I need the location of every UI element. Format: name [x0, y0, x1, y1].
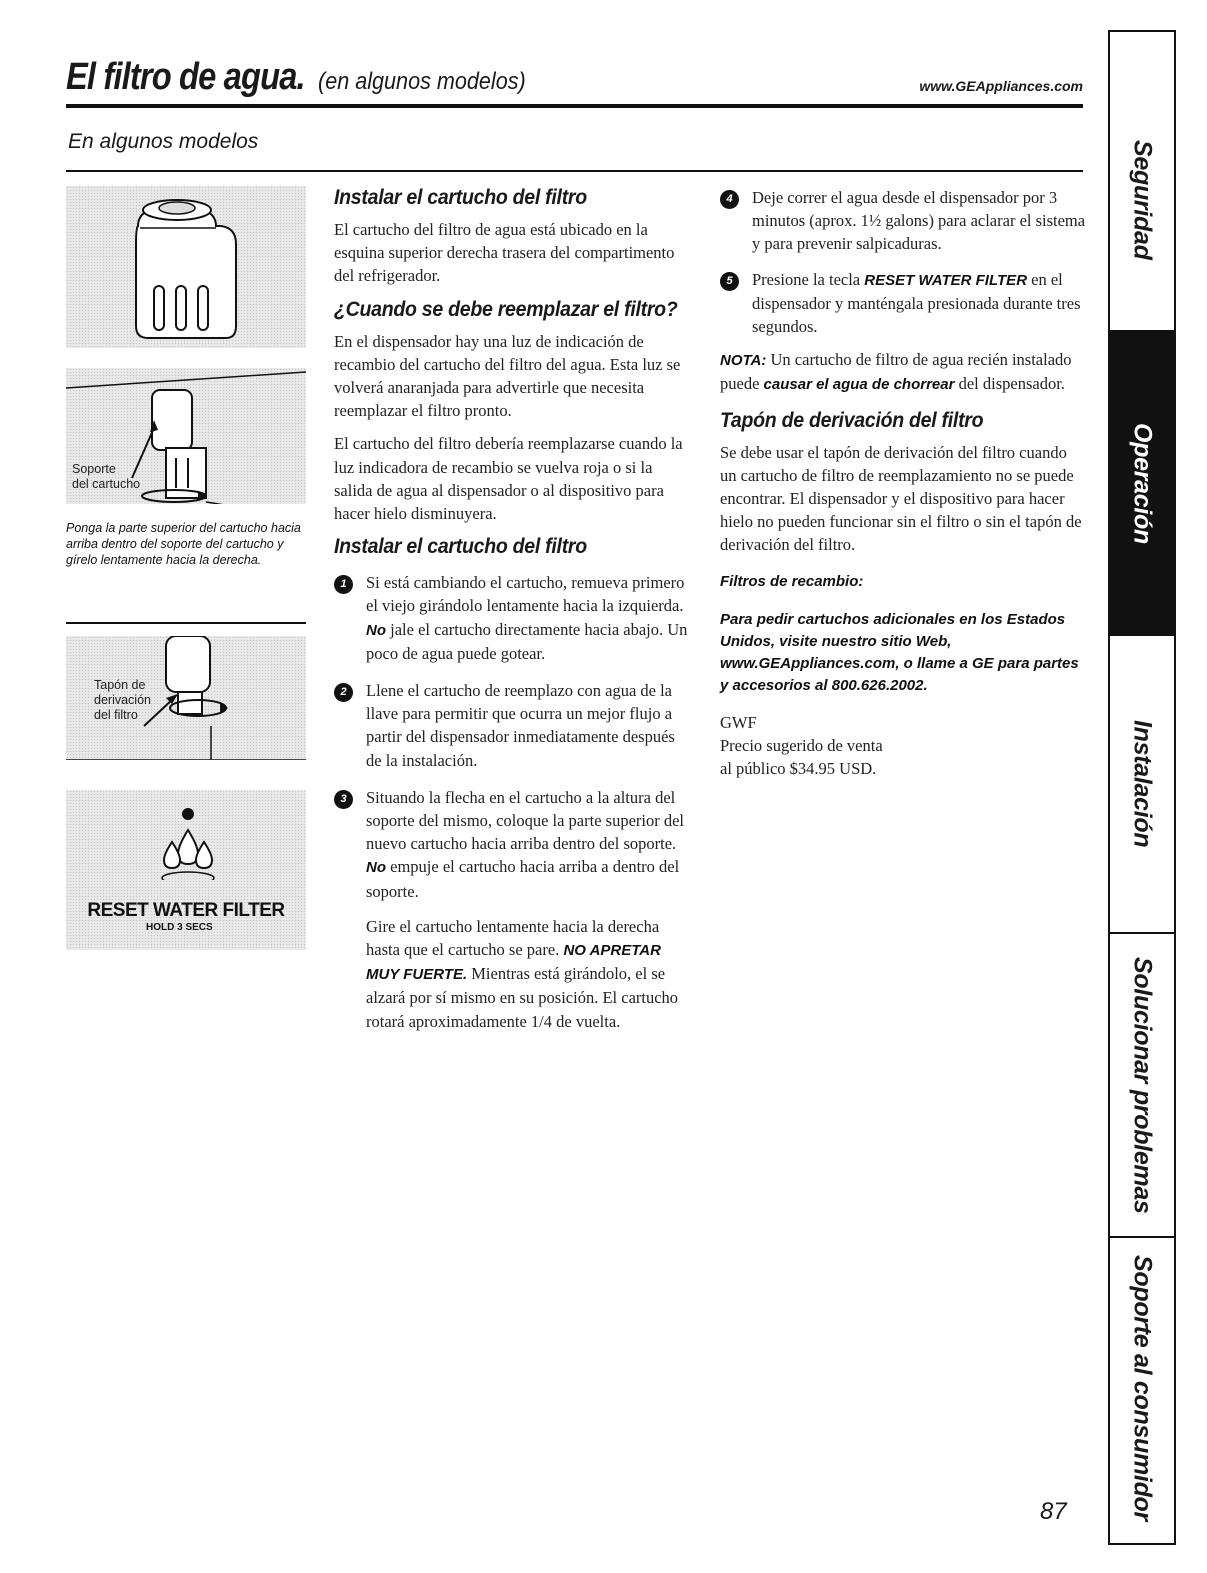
page-number: 87 — [1040, 1498, 1067, 1525]
tab-seguridad-label: Seguridad — [1128, 140, 1157, 260]
step-3-number: 3 — [334, 790, 353, 809]
water-drops-icon — [66, 790, 306, 880]
tab-solucionar[interactable] — [1110, 934, 1174, 1236]
step-3-bold: No — [366, 859, 386, 877]
paragraph-when-replace-2: El cartucho del filtro debería reemplazarse cuando la luz indicadora de recambio se vuelva roja o si la salida de agua al dispensador o al dispositivo para hacer hielo disminuyera. — [334, 434, 683, 524]
step-3-text-c2: Mientras está girándolo, el se alzará por sí mismo en su posición. El cartucho rotará aproximadamente 1/4 de vuelta. — [366, 964, 679, 1031]
step-3 — [334, 786, 688, 903]
hold-3-secs-label: HOLD 3 SECS — [146, 922, 213, 933]
website-url: www.GEAppliances.com — [919, 78, 1083, 94]
step-1-bold: No — [366, 621, 386, 639]
step-1-text-b: jale el cartucho directamente hacia abajo. Un poco de agua puede gotear. — [366, 619, 688, 663]
step-3-continued — [334, 915, 688, 1033]
step-3-text-c1: Gire el cartucho lentamente hacia la derecha hasta que el cartucho se pare. — [366, 916, 660, 960]
replacement-filters-label: Filtros de recambio: — [720, 572, 864, 590]
page-title — [66, 56, 548, 99]
tab-solucionar-label: Solucionar problemas — [1128, 956, 1157, 1214]
title-main: El filtro de agua. — [66, 56, 305, 98]
step-1-number: 1 — [334, 575, 353, 594]
section-tabs — [1108, 30, 1176, 1545]
header-rule — [66, 104, 1083, 108]
step-1-text-a: Si está cambiando el cartucho, remueva primero el viejo girándolo lentamente hacia la izquierda. — [366, 573, 685, 616]
tab-instalacion[interactable] — [1110, 636, 1174, 932]
heading-when-replace: ¿Cuando se debe reemplazar el filtro? — [334, 297, 678, 321]
paragraph-install-filter: El cartucho del filtro de agua está ubicado en la esquina superior derecha trasera del compartimento del refrigerador. — [334, 220, 675, 286]
title-subtitle: (en algunos modelos) — [317, 68, 526, 95]
price-line-1: Precio sugerido de venta — [720, 735, 883, 755]
note-bold: causar el agua de chorrear — [763, 376, 955, 394]
step-2-number: 2 — [334, 683, 353, 702]
support-label — [72, 462, 140, 492]
tab-soporte[interactable] — [1110, 1238, 1174, 1538]
note-text-b: del dispensador. — [958, 374, 1065, 394]
step-5-number: 5 — [720, 272, 739, 291]
step-3-text-b: empuje el cartucho hacia arriba a dentro del soporte. — [366, 857, 680, 901]
bypass-plug-illustration — [66, 636, 306, 760]
install-caption: Ponga la parte superior del cartucho hacia arriba dentro del soporte del cartucho y gírelo lentamente hacia la derecha. — [66, 521, 301, 567]
bypass-label-line-1: Tapón de — [94, 678, 146, 692]
tab-seguridad[interactable] — [1110, 72, 1174, 328]
heading-bypass-plug: Tapón de derivación del filtro — [720, 408, 984, 432]
step-1 — [334, 571, 688, 665]
tab-soporte-label: Soporte al consumidor — [1128, 1255, 1157, 1521]
paragraph-bypass-plug: Se debe usar el tapón de derivación del filtro cuando un cartucho de filtro de reemplazamiento no se puede encontrar. El dispensador y el dispositivo para hacer hielo no pueden funcionar sin el filtro o sin el tapón de derivación del filtro. — [720, 442, 1082, 555]
note — [720, 348, 1086, 396]
note-label: NOTA: — [720, 352, 767, 370]
step-2-text: Llene el cartucho de reemplazo con agua de la llave para permitir que ocurra un mejor flujo a partir del dispensador inmediatamente después de la instalación. — [366, 681, 675, 770]
support-label-line-2: del cartucho — [72, 477, 141, 491]
bypass-label-line-3: del filtro — [94, 708, 138, 722]
model-number: GWF — [720, 712, 757, 732]
step-4-text: Deje correr el agua desde el dispensador por 3 minutos (aprox. 1½ galons) para aclarar el sistema y para prevenir salpicaduras. — [752, 188, 1086, 254]
paragraph-when-replace-1: En el dispensador hay una luz de indicación de recambio del cartucho del filtro del agua. Esta luz se volverá anaranjada para advertirle que necesita reemplazar el filtro pronto. — [334, 331, 681, 421]
tab-operacion-label: Operación — [1128, 422, 1157, 544]
subtitle-rule — [66, 170, 1083, 172]
step-3-text-a: Situando la flecha en el cartucho a la altura del soporte del mismo, coloque la parte superior del nuevo cartucho hacia arriba dentro del soporte. — [366, 787, 684, 854]
step-5 — [720, 268, 1086, 339]
step-4-number: 4 — [720, 190, 739, 209]
reset-panel-illustration — [66, 790, 306, 950]
column-2 — [720, 186, 1086, 780]
filter-cartridge-illustration — [66, 186, 306, 348]
section-subtitle: En algunos modelos — [68, 130, 259, 153]
step-4 — [720, 186, 1086, 256]
cartridge-support-illustration — [66, 368, 306, 504]
order-info: Para pedir cartuchos adicionales en los Estados Unidos, visite nuestro sitio Web, www.GEAppliances.com, o llame a GE para partes y accesorios al 800.626.2002. — [720, 610, 1079, 694]
heading-install-filter-2: Instalar el cartucho del filtro — [334, 535, 587, 559]
step-5-bold: RESET WATER FILTER — [864, 271, 1028, 289]
column-1 — [334, 186, 688, 1043]
step-5-text-a: Presione la tecla — [752, 269, 861, 289]
heading-install-filter: Instalar el cartucho del filtro — [334, 186, 587, 209]
step-5-text-b: en el dispensador y manténgala presionada durante tres segundos. — [752, 269, 1081, 337]
step-2 — [334, 679, 688, 772]
filter-cartridge-icon — [66, 186, 306, 348]
tab-instalacion-label: Instalación — [1128, 720, 1157, 848]
note-text-a: Un cartucho de filtro de agua recién instalado puede — [720, 350, 1072, 394]
bypass-top-rule — [66, 622, 306, 624]
reset-water-filter-label: RESET WATER FILTER — [87, 900, 285, 921]
bypass-label — [94, 678, 151, 723]
tab-operacion[interactable] — [1110, 330, 1174, 636]
step-3-warning: NO APRETAR MUY FUERTE. — [366, 942, 661, 984]
bypass-label-line-2: derivación — [94, 693, 151, 707]
support-label-line-1: Soporte — [72, 462, 116, 476]
price-line-2: al público $34.95 USD. — [720, 759, 877, 779]
